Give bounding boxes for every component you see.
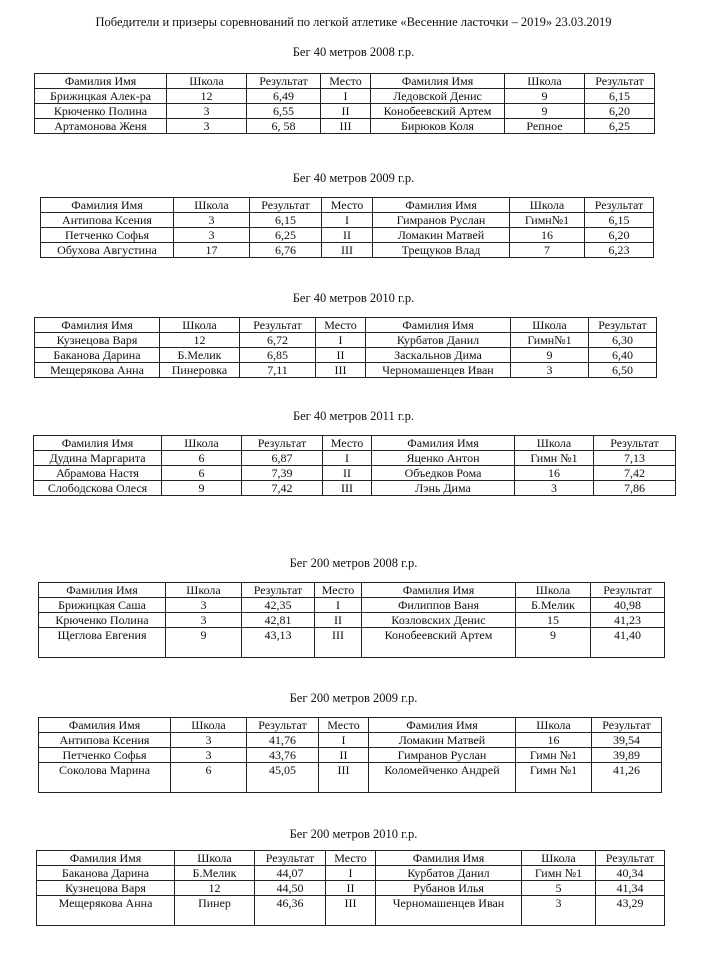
boy-school-cell: Гимн №1 — [516, 763, 592, 793]
header-result-boys: Результат — [591, 583, 665, 598]
table-row — [39, 733, 662, 748]
boy-school-cell: Гимн №1 — [516, 748, 592, 763]
header-name-girls: Фамилия Имя — [37, 851, 175, 866]
document-title: Победители и призеры соревнований по легкой атлетике «Весенние ласточки – 2019» 23.03.2019 — [95, 15, 612, 29]
girl-name-cell: Артамонова Женя — [35, 119, 167, 134]
header-name-boys: Фамилия Имя — [362, 583, 516, 598]
table-row — [37, 881, 665, 896]
boy-school-cell: Гимн №1 — [522, 866, 596, 881]
boy-school-cell: 9 — [511, 348, 589, 363]
place-cell: III — [315, 628, 362, 658]
girl-result-cell: 44,07 — [255, 866, 326, 881]
place-cell: II — [319, 748, 369, 763]
girl-school-cell: Б.Мелик — [175, 866, 255, 881]
girl-school-cell: 3 — [174, 228, 250, 243]
table-row — [39, 613, 665, 628]
place-cell: I — [316, 333, 366, 348]
boy-school-cell: Репное — [505, 119, 585, 134]
boy-name-cell: Яценко Антон — [372, 451, 515, 466]
boy-school-cell: 16 — [516, 733, 592, 748]
header-name-girls: Фамилия Имя — [35, 318, 160, 333]
boy-result-cell: 6,15 — [585, 89, 655, 104]
boy-school-cell: Б.Мелик — [516, 598, 591, 613]
table-row — [35, 363, 657, 378]
table-row — [37, 896, 665, 926]
boy-result-cell: 7,42 — [594, 466, 676, 481]
table-row — [34, 481, 676, 496]
table-row — [41, 243, 654, 258]
boy-result-cell: 6,40 — [589, 348, 657, 363]
header-result-girls: Результат — [250, 198, 322, 213]
boy-result-cell: 7,13 — [594, 451, 676, 466]
header-school-boys: Школа — [516, 583, 591, 598]
table-row — [41, 228, 654, 243]
header-result-girls: Результат — [240, 318, 316, 333]
results-table — [38, 582, 665, 658]
header-school-boys: Школа — [510, 198, 585, 213]
header-name-boys: Фамилия Имя — [373, 198, 510, 213]
boy-school-cell: 7 — [510, 243, 585, 258]
boy-name-cell: Заскальнов Дима — [366, 348, 511, 363]
boy-name-cell: Козловских Денис — [362, 613, 516, 628]
header-name-boys: Фамилия Имя — [372, 436, 515, 451]
table-row — [39, 763, 662, 793]
place-cell: II — [322, 228, 373, 243]
girl-result-cell: 7,11 — [240, 363, 316, 378]
boy-school-cell: 16 — [515, 466, 594, 481]
girl-school-cell: 3 — [166, 613, 242, 628]
girl-name-cell: Мещерякова Анна — [37, 896, 175, 926]
header-school-girls: Школа — [175, 851, 255, 866]
girl-result-cell: 43,13 — [242, 628, 315, 658]
boy-name-cell: Филиппов Ваня — [362, 598, 516, 613]
girl-name-cell: Брижицкая Алек-ра — [35, 89, 167, 104]
girl-school-cell: 6 — [171, 763, 247, 793]
header-result-boys: Результат — [596, 851, 665, 866]
place-cell: I — [321, 89, 371, 104]
header-name-boys: Фамилия Имя — [366, 318, 511, 333]
boy-name-cell: Ломакин Матвей — [369, 733, 516, 748]
boy-school-cell: 3 — [511, 363, 589, 378]
boy-result-cell: 6,50 — [589, 363, 657, 378]
header-name-girls: Фамилия Имя — [39, 718, 171, 733]
header-school-girls: Школа — [171, 718, 247, 733]
boy-school-cell: Гимн №1 — [515, 451, 594, 466]
girl-school-cell: 6 — [162, 466, 242, 481]
place-cell: II — [323, 466, 372, 481]
header-name-girls: Фамилия Имя — [34, 436, 162, 451]
girl-result-cell: 43,76 — [247, 748, 319, 763]
place-cell: III — [323, 481, 372, 496]
girl-school-cell: 3 — [166, 598, 242, 613]
girl-school-cell: 9 — [166, 628, 242, 658]
table-row — [35, 119, 655, 134]
place-cell: II — [326, 881, 376, 896]
boy-school-cell: 16 — [510, 228, 585, 243]
place-cell: II — [315, 613, 362, 628]
boy-name-cell: Курбатов Данил — [376, 866, 522, 881]
header-school-girls: Школа — [166, 583, 242, 598]
girl-result-cell: 6,87 — [242, 451, 323, 466]
place-cell: I — [322, 213, 373, 228]
section-title: Бег 40 метров 2010 г.р. — [292, 291, 415, 305]
table-header-row — [37, 851, 665, 866]
boy-result-cell: 6,20 — [585, 228, 654, 243]
girl-name-cell: Кузнецова Варя — [35, 333, 160, 348]
section-title: Бег 200 метров 2008 г.р. — [289, 556, 418, 570]
table-row — [39, 748, 662, 763]
boy-name-cell: Курбатов Данил — [366, 333, 511, 348]
section-title: Бег 200 метров 2009 г.р. — [289, 691, 418, 705]
boy-school-cell: 3 — [515, 481, 594, 496]
girl-school-cell: 6 — [162, 451, 242, 466]
boy-school-cell: 9 — [505, 104, 585, 119]
boy-result-cell: 6,20 — [585, 104, 655, 119]
girl-name-cell: Антипова Ксения — [39, 733, 171, 748]
girl-result-cell: 42,35 — [242, 598, 315, 613]
girl-name-cell: Обухова Августина — [41, 243, 174, 258]
table-row — [34, 466, 676, 481]
girl-school-cell: Б.Мелик — [160, 348, 240, 363]
header-result-boys: Результат — [585, 198, 654, 213]
header-result-girls: Результат — [247, 74, 321, 89]
boy-school-cell: 3 — [522, 896, 596, 926]
header-name-boys: Фамилия Имя — [371, 74, 505, 89]
boy-result-cell: 41,40 — [591, 628, 665, 658]
table-header-row — [39, 583, 665, 598]
header-name-boys: Фамилия Имя — [376, 851, 522, 866]
boy-result-cell: 43,29 — [596, 896, 665, 926]
results-table — [38, 717, 662, 793]
header-result-girls: Результат — [242, 583, 315, 598]
boy-name-cell: Ледовской Денис — [371, 89, 505, 104]
header-place: Место — [323, 436, 372, 451]
girl-school-cell: Пинер — [175, 896, 255, 926]
section-title: Бег 200 метров 2010 г.р. — [289, 827, 418, 841]
girl-result-cell: 44,50 — [255, 881, 326, 896]
place-cell: I — [319, 733, 369, 748]
table-header-row — [35, 318, 657, 333]
table-header-row — [35, 74, 655, 89]
table-header-row — [39, 718, 662, 733]
header-result-boys: Результат — [592, 718, 662, 733]
header-school-boys: Школа — [505, 74, 585, 89]
boy-result-cell: 41,26 — [592, 763, 662, 793]
girl-name-cell: Петченко Софья — [39, 748, 171, 763]
boy-name-cell: Конобеевский Артем — [362, 628, 516, 658]
girl-result-cell: 6,72 — [240, 333, 316, 348]
header-school-boys: Школа — [511, 318, 589, 333]
boy-result-cell: 40,98 — [591, 598, 665, 613]
girl-result-cell: 6,15 — [250, 213, 322, 228]
table-row — [39, 598, 665, 613]
header-school-girls: Школа — [167, 74, 247, 89]
header-name-boys: Фамилия Имя — [369, 718, 516, 733]
header-school-girls: Школа — [174, 198, 250, 213]
place-cell: I — [326, 866, 376, 881]
boy-name-cell: Гимранов Руслан — [369, 748, 516, 763]
boy-result-cell: 6,30 — [589, 333, 657, 348]
boy-result-cell: 40,34 — [596, 866, 665, 881]
header-school-girls: Школа — [162, 436, 242, 451]
place-cell: II — [316, 348, 366, 363]
place-cell: III — [321, 119, 371, 134]
girl-school-cell: 3 — [174, 213, 250, 228]
place-cell: III — [326, 896, 376, 926]
boy-school-cell: 5 — [522, 881, 596, 896]
place-cell: III — [316, 363, 366, 378]
header-school-boys: Школа — [522, 851, 596, 866]
table-row — [41, 213, 654, 228]
boy-result-cell: 41,23 — [591, 613, 665, 628]
header-result-girls: Результат — [242, 436, 323, 451]
header-place: Место — [315, 583, 362, 598]
girl-result-cell: 6,25 — [250, 228, 322, 243]
boy-school-cell: 9 — [516, 628, 591, 658]
table-row — [34, 451, 676, 466]
boy-result-cell: 6,23 — [585, 243, 654, 258]
place-cell: I — [315, 598, 362, 613]
girl-name-cell: Слободскова Олеся — [34, 481, 162, 496]
section-title: Бег 40 метров 2009 г.р. — [292, 171, 415, 185]
table-row — [37, 866, 665, 881]
girl-result-cell: 6,55 — [247, 104, 321, 119]
girl-result-cell: 6,49 — [247, 89, 321, 104]
girl-school-cell: 12 — [175, 881, 255, 896]
girl-name-cell: Соколова Марина — [39, 763, 171, 793]
table-row — [35, 104, 655, 119]
place-cell: III — [319, 763, 369, 793]
boy-school-cell: 15 — [516, 613, 591, 628]
results-table — [36, 850, 665, 926]
header-name-girls: Фамилия Имя — [41, 198, 174, 213]
header-place: Место — [326, 851, 376, 866]
girl-result-cell: 46,36 — [255, 896, 326, 926]
boy-school-cell: Гимн№1 — [511, 333, 589, 348]
girl-name-cell: Крюченко Полина — [35, 104, 167, 119]
girl-school-cell: 12 — [167, 89, 247, 104]
header-place: Место — [316, 318, 366, 333]
header-place: Место — [321, 74, 371, 89]
results-table — [34, 73, 655, 134]
girl-name-cell: Кузнецова Варя — [37, 881, 175, 896]
boy-result-cell: 6,25 — [585, 119, 655, 134]
girl-school-cell: 12 — [160, 333, 240, 348]
boy-name-cell: Бирюков Коля — [371, 119, 505, 134]
place-cell: III — [322, 243, 373, 258]
place-cell: II — [321, 104, 371, 119]
boy-result-cell: 41,34 — [596, 881, 665, 896]
header-result-boys: Результат — [585, 74, 655, 89]
header-result-boys: Результат — [589, 318, 657, 333]
table-row — [35, 89, 655, 104]
results-table — [40, 197, 654, 258]
boy-result-cell: 39,89 — [592, 748, 662, 763]
girl-school-cell: 3 — [171, 733, 247, 748]
boy-name-cell: Гимранов Руслан — [373, 213, 510, 228]
header-place: Место — [319, 718, 369, 733]
boy-result-cell: 39,54 — [592, 733, 662, 748]
boy-result-cell: 7,86 — [594, 481, 676, 496]
girl-result-cell: 6,85 — [240, 348, 316, 363]
header-school-boys: Школа — [516, 718, 592, 733]
header-place: Место — [322, 198, 373, 213]
header-result-girls: Результат — [247, 718, 319, 733]
boy-name-cell: Лэнь Дима — [372, 481, 515, 496]
girl-name-cell: Мещерякова Анна — [35, 363, 160, 378]
table-header-row — [41, 198, 654, 213]
boy-name-cell: Рубанов Илья — [376, 881, 522, 896]
boy-name-cell: Черномашенцев Иван — [366, 363, 511, 378]
header-result-girls: Результат — [255, 851, 326, 866]
section-title: Бег 40 метров 2011 г.р. — [292, 409, 415, 423]
header-name-girls: Фамилия Имя — [35, 74, 167, 89]
boy-name-cell: Трещуков Влад — [373, 243, 510, 258]
girl-name-cell: Крюченко Полина — [39, 613, 166, 628]
header-result-boys: Результат — [594, 436, 676, 451]
girl-school-cell: 9 — [162, 481, 242, 496]
table-row — [39, 628, 665, 658]
place-cell: I — [323, 451, 372, 466]
table-row — [35, 348, 657, 363]
girl-name-cell: Петченко Софья — [41, 228, 174, 243]
boy-name-cell: Черномашенцев Иван — [376, 896, 522, 926]
header-school-girls: Школа — [160, 318, 240, 333]
results-table — [33, 435, 676, 496]
girl-result-cell: 7,39 — [242, 466, 323, 481]
boy-name-cell: Ломакин Матвей — [373, 228, 510, 243]
boy-result-cell: 6,15 — [585, 213, 654, 228]
girl-school-cell: 17 — [174, 243, 250, 258]
header-name-girls: Фамилия Имя — [39, 583, 166, 598]
boy-school-cell: Гимн№1 — [510, 213, 585, 228]
girl-result-cell: 7,42 — [242, 481, 323, 496]
girl-result-cell: 45,05 — [247, 763, 319, 793]
girl-name-cell: Баканова Дарина — [37, 866, 175, 881]
table-row — [35, 333, 657, 348]
girl-school-cell: 3 — [171, 748, 247, 763]
section-title: Бег 40 метров 2008 г.р. — [292, 45, 415, 59]
results-table — [34, 317, 657, 378]
table-header-row — [34, 436, 676, 451]
girl-name-cell: Брижицкая Саша — [39, 598, 166, 613]
girl-name-cell: Баканова Дарина — [35, 348, 160, 363]
girl-school-cell: 3 — [167, 104, 247, 119]
boy-name-cell: Конобеевский Артем — [371, 104, 505, 119]
girl-result-cell: 6, 58 — [247, 119, 321, 134]
boy-name-cell: Коломейченко Андрей — [369, 763, 516, 793]
header-school-boys: Школа — [515, 436, 594, 451]
boy-school-cell: 9 — [505, 89, 585, 104]
girl-school-cell: 3 — [167, 119, 247, 134]
girl-name-cell: Абрамова Настя — [34, 466, 162, 481]
girl-name-cell: Антипова Ксения — [41, 213, 174, 228]
girl-result-cell: 41,76 — [247, 733, 319, 748]
girl-name-cell: Дудина Маргарита — [34, 451, 162, 466]
girl-name-cell: Щеглова Евгения — [39, 628, 166, 658]
boy-name-cell: Объедков Рома — [372, 466, 515, 481]
girl-result-cell: 6,76 — [250, 243, 322, 258]
girl-school-cell: Пинеровка — [160, 363, 240, 378]
girl-result-cell: 42,81 — [242, 613, 315, 628]
